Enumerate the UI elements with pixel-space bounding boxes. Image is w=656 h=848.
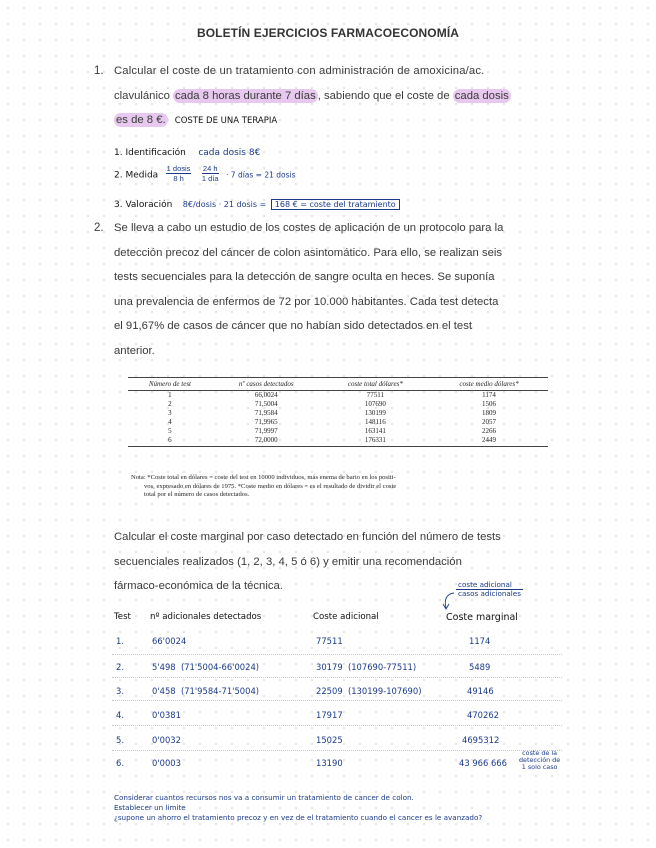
exercise-2-line: detección precoz del cáncer de colon asintomático. Para ello, se realizan seis [114, 246, 503, 259]
test-results-table [128, 377, 548, 447]
handwritten-header-row [112, 610, 562, 626]
step-3-label: 3. Valoración [114, 200, 173, 210]
hw-cell-test: 5. [116, 735, 124, 745]
question-line: Calcular el coste marginal por caso detectado en función del número de tests [114, 531, 501, 543]
table-cell: 176331 [321, 436, 430, 447]
hw-cell-marginal-cost: 43 966 666 [459, 758, 507, 768]
hw-cell-detected: 0'0032 [152, 735, 181, 745]
table-cell: 71,9584 [254, 408, 278, 417]
table-cell: 3 [168, 408, 172, 417]
table-cell: 5 [168, 426, 172, 435]
exercise-2-line: una prevalencia de enfermos de 72 por 10.000 habitantes. Cada test detecta [114, 295, 499, 308]
hw-cell-marginal-cost: 49146 [467, 686, 494, 696]
side-note-line: 1 solo caso [521, 763, 558, 771]
exercise-2-text [114, 216, 584, 364]
table-cell: 77511 [366, 391, 384, 399]
exercise-1-line-2 [114, 84, 584, 109]
footer-line: ¿supone un ahorro el tratamiento precoz y en vez de el tratamiento cuando el cancer es le avanzado? [114, 813, 483, 822]
table-cell: 2449 [430, 436, 548, 447]
exercise-2-line: tests secuenciales para la detección de sangre oculta en heces. Se suponía [114, 271, 495, 284]
footer-notes [114, 793, 482, 823]
table-cell: 1174 [482, 391, 496, 399]
table-cell: 130199 [364, 408, 386, 417]
table-cell: 163141 [364, 426, 386, 435]
fraction-numerator: 1 dosis [166, 164, 191, 173]
highlight-cost-value: es de 8 €. [116, 114, 166, 127]
exercise-2-number: 2. [94, 222, 104, 234]
hw-header-detected: nº adicionales detectados [150, 612, 262, 622]
table-cell: 2 [168, 399, 172, 408]
hw-cell-detected: 66'0024 [152, 636, 187, 646]
table-cell: 66,0024 [254, 391, 278, 399]
hw-cell-test: 4. [116, 710, 124, 720]
exercise-1-number: 1. [94, 65, 104, 77]
table-cell: 6 [128, 436, 212, 447]
hw-cell-test: 6. [116, 758, 124, 768]
table-row [128, 391, 548, 400]
side-note-line: detección de [519, 756, 561, 764]
table-row [128, 436, 548, 447]
hw-header-additional-cost: Coste adicional [313, 612, 379, 622]
table-cell: 4 [168, 417, 172, 426]
footer-line: Establecer un limite [114, 803, 186, 812]
hw-cell-marginal-cost: 5489 [469, 662, 491, 672]
hw-cell-additional-cost: 17917 [316, 710, 343, 720]
exercise-2-question [114, 525, 501, 599]
hw-header-test: Test [114, 612, 131, 622]
table-cell: 1506 [482, 399, 497, 408]
hw-header-marginal-cost: Coste marginal [446, 612, 518, 623]
hw-cell-test: 3. [116, 686, 124, 696]
fraction-denominator: 1 día [201, 174, 219, 183]
step-3-value: 8€/dosis · 21 dosis = [182, 200, 267, 209]
hw-cell-additional-cost: 15025 [316, 735, 343, 745]
hw-cell-detected: 0'0003 [152, 758, 181, 768]
text-span: clavulánico [114, 89, 174, 102]
table-row [112, 678, 562, 701]
table-cell: 71,9997 [254, 426, 278, 435]
highlight-cost-dose: cada dosis [454, 89, 509, 102]
hw-cell-detected: 0'458 (71'9584-71'5004) [152, 686, 260, 696]
fraction-numerator: 24 h [202, 164, 218, 173]
question-line: secuenciales realizados (1, 2, 3, 4, 5 ó 6) y emitir una recomendación [114, 555, 462, 568]
side-note [519, 750, 560, 771]
table-header-row [128, 378, 548, 391]
table-row [128, 427, 548, 436]
step-1-label: 1. Identificación [114, 148, 186, 158]
note-line: Nota: *Coste total en dólares = coste del test en 10000 individuos, más enema de bario en los positi- [131, 474, 396, 481]
hw-cell-marginal-cost: 4695312 [462, 735, 500, 745]
exercise-1-line-1: Calcular el coste de un tratamiento con administración de amoxicina/ac. [114, 65, 485, 77]
hw-cell-marginal-cost: 1174 [469, 636, 491, 646]
hw-cell-additional-cost: 30179 (107690-77511) [316, 662, 417, 672]
hw-cell-additional-cost: 77511 [316, 636, 343, 646]
exercise-1-line-3 [114, 108, 584, 134]
question-line: fármaco-económica de la técnica. [114, 580, 283, 593]
table-cell: 107690 [364, 399, 386, 408]
table-row [112, 701, 562, 726]
hw-cell-detected: 5'498 (71'5004-66'0024) [152, 662, 260, 672]
handwritten-heading: COSTE DE UNA TERAPIA [174, 116, 278, 127]
table-row [128, 409, 548, 418]
note-line: total por el número de casos detectados. [144, 491, 250, 498]
hw-cell-additional-cost: 13190 [316, 758, 343, 768]
hw-cell-detected: 0'0381 [152, 710, 181, 720]
fraction-denominator: 8 h [173, 174, 184, 183]
table-row [112, 632, 562, 655]
table-note [131, 474, 551, 500]
table-cell: 2266 [482, 426, 497, 435]
table-header: nº casos detectados [212, 378, 321, 391]
table-cell: 72,0000 [212, 436, 321, 447]
table-row [112, 655, 562, 678]
table-row [128, 400, 548, 409]
step-valuation [114, 194, 400, 212]
formula-arrow [440, 590, 456, 612]
note-line: vos, expresado en dólares de 1975. *Coste medio en dólares = es el resultado de dividir el coste [144, 482, 397, 490]
hw-cell-additional-cost: 22509 (130199-107690) [316, 686, 422, 696]
formula-denominator: casos adicionales [458, 589, 521, 598]
hw-cell-test: 1. [116, 636, 124, 646]
footer-line: Considerar cuantos recursos nos va a consumir un tratamiento de cancer de colon. [114, 793, 414, 802]
document-title: BOLETÍN EJERCICIOS FARMACOECONOMÍA [196, 26, 460, 40]
hw-cell-marginal-cost: 470262 [467, 710, 499, 720]
table-header: coste medio dólares* [430, 378, 548, 391]
table-row [112, 726, 562, 751]
hw-cell-test: 2. [116, 662, 124, 672]
exercise-1-text [114, 59, 584, 134]
highlight-dosage: cada 8 horas durante 7 días [175, 89, 316, 102]
formula-numerator: coste adicional [456, 581, 523, 590]
step-identification [114, 142, 260, 160]
table-header: coste total dólares* [321, 378, 430, 391]
step-measure [114, 164, 296, 183]
marginal-cost-formula [456, 581, 523, 598]
table-cell: 71,5004 [254, 399, 278, 408]
handwritten-table [112, 632, 562, 775]
table-cell: 71,9965 [254, 417, 278, 426]
text-span: , sabiendo que el coste de [317, 89, 453, 102]
table-row [128, 418, 548, 427]
fraction-dose-hours [166, 164, 192, 183]
treatment-cost-box: 168 € = coste del tratamiento [271, 199, 400, 210]
table-cell: 148116 [364, 417, 386, 426]
table-cell: 1809 [482, 408, 497, 417]
table-header: Número de test [128, 378, 212, 391]
step-2-result: · 7 días = 21 dosis [226, 170, 296, 180]
fraction-hours-day [202, 164, 219, 183]
table-cell: 2057 [482, 417, 497, 426]
exercise-2-line: Se lleva a cabo un estudio de los costes de aplicación de un protocolo para la [114, 222, 504, 234]
side-note-line: coste de la [522, 749, 558, 757]
exercise-2-line: el 91,67% de casos de cáncer que no habían sido detectados en el test [114, 320, 472, 333]
table-row [112, 751, 562, 775]
table-cell: 1 [168, 391, 172, 399]
exercise-2-line: anterior. [114, 344, 155, 357]
step-2-label: 2. Medida [114, 170, 159, 181]
step-1-value: cada dosis 8€ [198, 148, 261, 158]
